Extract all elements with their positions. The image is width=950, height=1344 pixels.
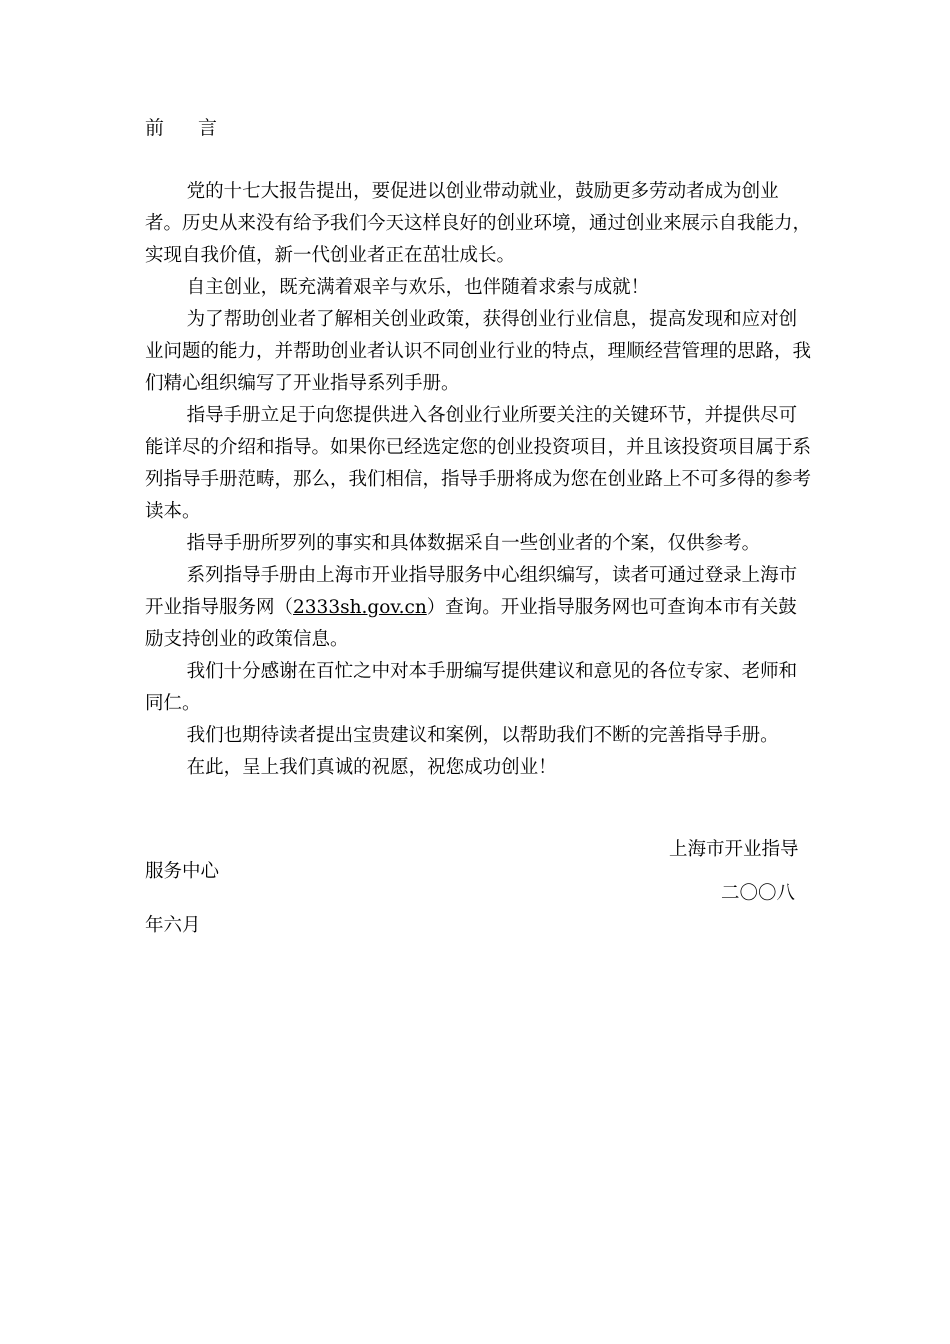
signature-date-cont: 年六月 <box>145 915 201 936</box>
paragraph-with-link <box>145 560 815 656</box>
paragraph-text: 系列指导手册由上海市开业指导服务中心组织编写，读者可通过登录上海市开业指导服务网（ <box>145 565 798 618</box>
paragraph: 党的十七大报告提出，要促进以创业带动就业，鼓励更多劳动者成为创业者。历史从来没有给予我们今天这样良好的创业环境，通过创业来展示自我能力，实现自我价值，新一代创业者正在茁壮成长。 <box>145 181 812 266</box>
document-body <box>145 176 815 784</box>
paragraph-text: ）查询。开业指导服务网也可查询本市有关鼓励支持创业的政策信息。 <box>145 597 797 650</box>
signature-organization: 上海市开业指导 <box>669 839 799 860</box>
paragraph: 我们也期待读者提出宝贵建议和案例，以帮助我们不断的完善指导手册。 <box>186 725 779 746</box>
paragraph: 为了帮助创业者了解相关创业政策，获得创业行业信息，提高发现和应对创业问题的能力，并帮助创业者认识不同创业行业的特点，理顺经营管理的思路，我们精心组织编写了开业指导系列手册。 <box>145 309 812 394</box>
paragraph: 自主创业，既充满着艰辛与欢乐，也伴随着求索与成就！ <box>186 277 650 298</box>
paragraph: 我们十分感谢在百忙之中对本手册编写提供建议和意见的各位专家、老师和同仁。 <box>145 661 798 714</box>
title-left: 前 <box>145 117 165 139</box>
website-link[interactable]: 2333sh.gov.cn <box>293 597 427 618</box>
page-title <box>145 114 217 142</box>
paragraph: 指导手册立足于向您提供进入各创业行业所要关注的关键环节，并提供尽可能详尽的介绍和指导。如果你已经选定您的创业投资项目，并且该投资项目属于系列指导手册范畴，那么，我们相信，指导手册将成为您在创业路上不可多得的参考读本。 <box>145 405 812 522</box>
paragraph: 在此，呈上我们真诚的祝愿，祝您成功创业！ <box>186 757 557 778</box>
signature-date: 二〇〇八 <box>721 883 796 904</box>
signature-organization-cont: 服务中心 <box>145 861 220 882</box>
paragraph: 指导手册所罗列的事实和具体数据采自一些创业者的个案，仅供参考。 <box>186 533 761 554</box>
title-right: 言 <box>198 117 218 139</box>
